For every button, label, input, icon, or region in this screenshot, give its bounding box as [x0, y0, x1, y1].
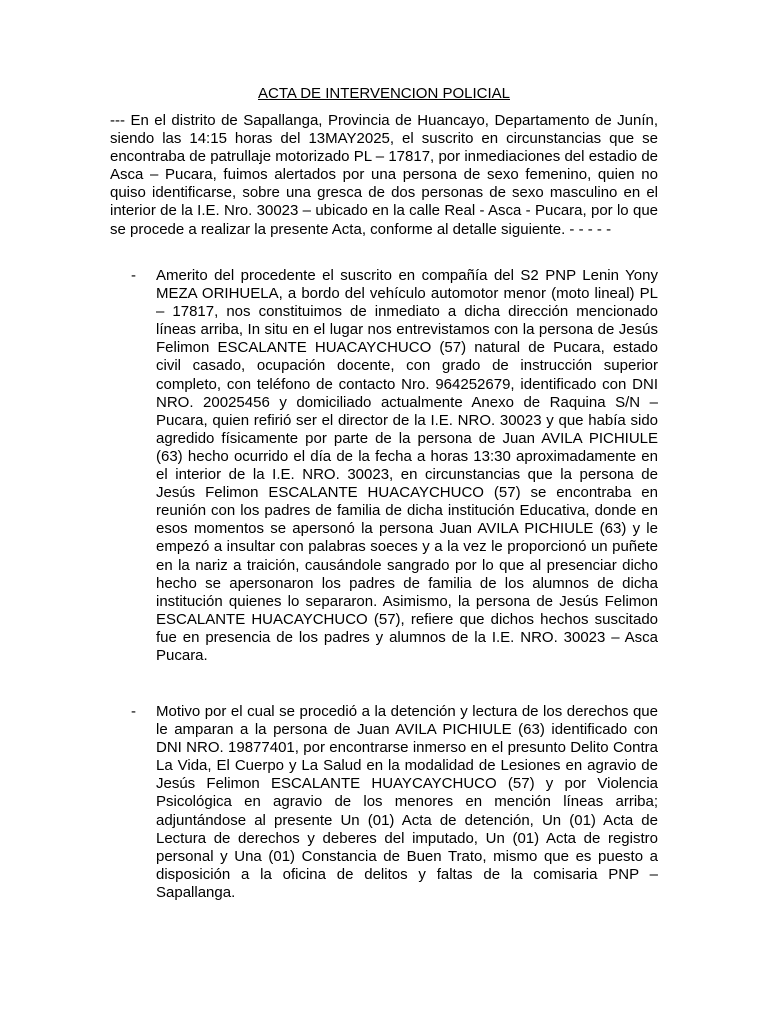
list-item — [110, 703, 658, 902]
list-bullet: - — [131, 703, 136, 720]
list-item-text: Amerito del procedente el suscrito en compañía del S2 PNP Lenin Yony MEZA ORIHUELA, a bordo del vehículo automotor menor (moto lineal) PL – 17817, nos constituimos de inmediato a dicha dirección mencionado líneas arriba, In situ en el lugar nos entrevistamos con la persona de Jesús Felimon ESCALANTE HUACAYCHUCO (57) natural de Pucara, estado civil casado, ocupación docente, con grado de instrucción superior completo, con teléfono de contacto Nro. 964252679, identificado con DNI NRO. 20025456 y domiciliado actualmente Anexo de Raquina S/N – Pucara, quien refirió ser el director de la I.E. NRO. 30023 y que había sido agredido físicamente por parte de la persona de Juan AVILA PICHIULE (63) hecho ocurrido el día de la fecha a horas 13:30 aproximadamente en el interior de la I.E. NRO. 30023, en circunstancias que la persona de Jesús Felimon ESCALANTE HUACAYCHUCO (57) se encontraba en reunión con los padres de familia de dicha institución Educativa, donde en esos momentos se apersonó la persona Juan AVILA PICHIULE (63) y le empezó a insultar con palabras soeces y a la vez le proporcionó un puñete en la nariz a traición, causándole sangrado por lo que al presenciar dicho hecho se apersonaron los padres de familia de los alumnos de dicha institución quienes lo separaron. Asimismo, la persona de Jesús Felimon ESCALANTE HUACAYCHUCO (57), refiere que dichos hechos suscitado fue en presencia de los padres y alumnos de la I.E. NRO. 30023 – Asca Pucara. — [156, 267, 658, 664]
intro-paragraph: --- En el distrito de Sapallanga, Provincia de Huancayo, Departamento de Junín, siendo las 14:15 horas del 13MAY2025, el suscrito en circunstancias que se encontraba de patrullaje motorizado PL – 17817, por inmediaciones del estadio de Asca – Pucara, fuimos alertados por una persona de sexo femenino, quien no quiso identificarse, sobre una gresca de dos personas de sexo masculino en el interior de la I.E. Nro. 30023 – ubicado en la calle Real - Asca - Pucara, por lo que se procede a realizar la presente Acta, conforme al detalle siguiente. - - - - - — [110, 112, 658, 238]
document-title: ACTA DE INTERVENCION POLICIAL — [257, 85, 510, 102]
list-item — [110, 267, 658, 665]
list-bullet: - — [131, 267, 136, 284]
list-item-text: Motivo por el cual se procedió a la detención y lectura de los derechos que le amparan a la persona de Juan AVILA PICHIULE (63) identificado con DNI NRO. 19877401, por encontrarse inmerso en el presunto Delito Contra La Vida, El Cuerpo y La Salud en la modalidad de Lesiones en agravio de Jesús Felimon ESCALANTE HUAYCAYCHUCO (57) y por Violencia Psicológica en agravio de los menores en mención líneas arriba; adjuntándose al presente Un (01) Acta de detención, Un (01) Acta de Lectura de derechos y deberes del imputado, Un (01) Acta de registro personal y Una (01) Constancia de Buen Trato, mismo que es puesto a disposición a la oficina de delitos y faltas de la comisaria PNP – Sapallanga. — [156, 703, 658, 901]
